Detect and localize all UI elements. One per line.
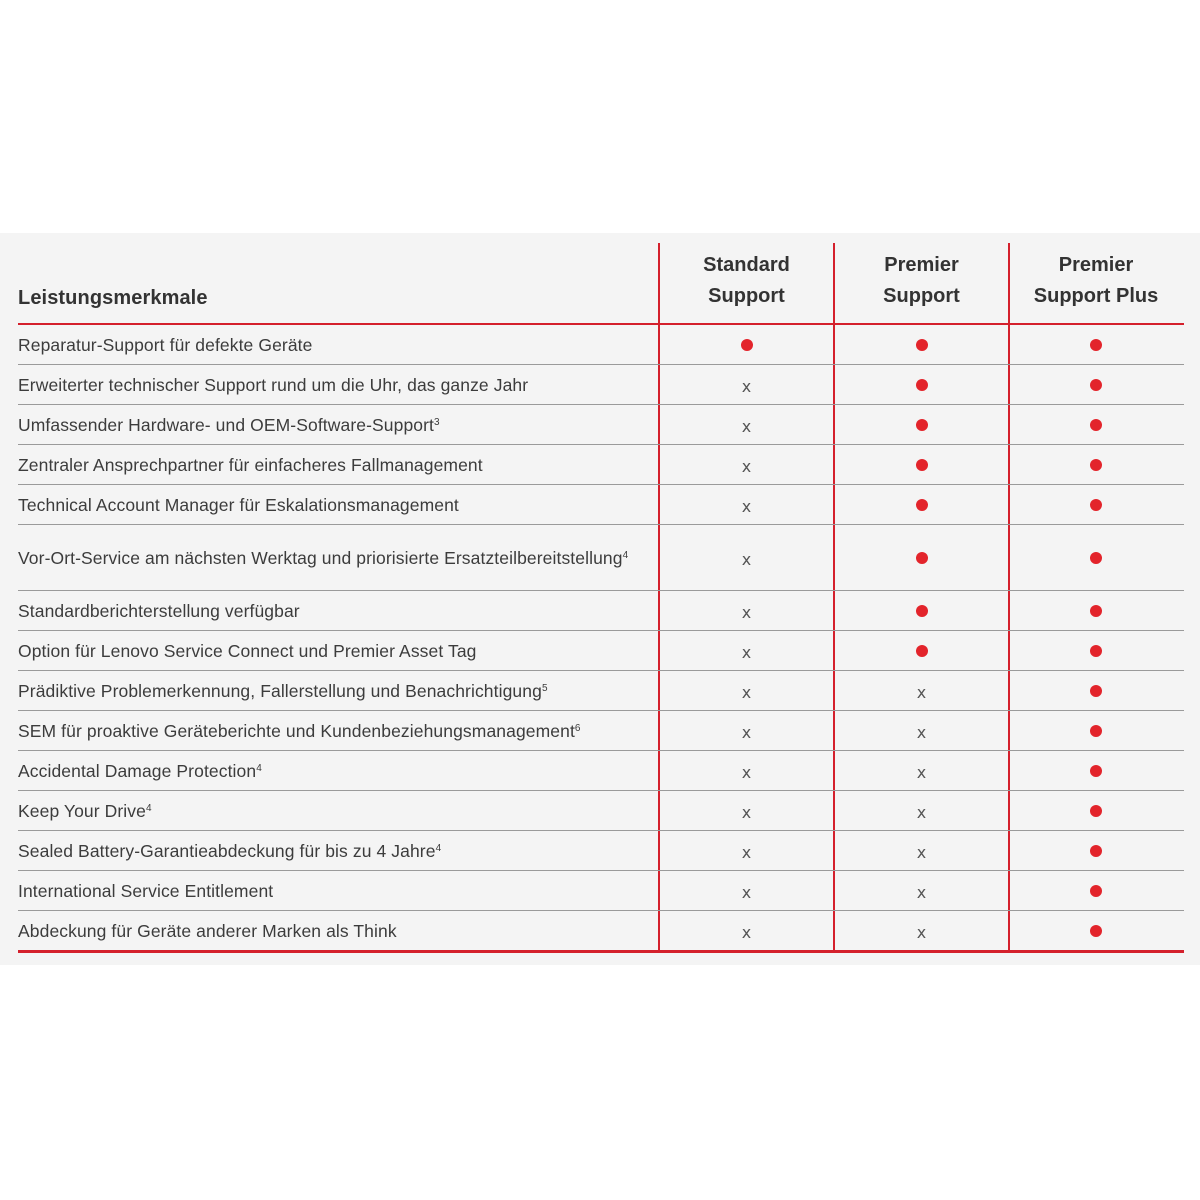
not-included-mark: x xyxy=(916,883,927,902)
feature-label: Standardberichterstellung verfügbar xyxy=(18,600,300,621)
premier-cell xyxy=(833,911,1008,950)
feature-label: Keep Your Drive$^4$ xyxy=(18,800,152,821)
feature-cell xyxy=(18,365,658,404)
feature-label: Vor-Ort-Service am nächsten Werktag und priorisierte Ersatzteilbereitstellung$^4$ xyxy=(18,547,629,568)
not-included-mark: x xyxy=(741,417,752,436)
feature-cell xyxy=(18,405,658,444)
not-included-mark: x xyxy=(916,843,927,862)
included-dot-icon xyxy=(1090,925,1102,937)
premier-cell xyxy=(833,751,1008,790)
included-dot-icon xyxy=(1090,459,1102,471)
premier-plus-cell xyxy=(1008,751,1182,790)
included-dot-icon xyxy=(916,552,928,564)
not-included-mark: x xyxy=(741,603,752,622)
not-included-mark: x xyxy=(741,843,752,862)
premier-plus-cell xyxy=(1008,711,1182,750)
premier-cell xyxy=(833,871,1008,910)
included-dot-icon xyxy=(1090,765,1102,777)
not-included-mark: x xyxy=(916,803,927,822)
standard-cell xyxy=(658,405,833,444)
feature-label: Reparatur-Support für defekte Geräte xyxy=(18,334,313,355)
premier-plus-cell xyxy=(1008,525,1182,590)
feature-label: Zentraler Ansprechpartner für einfacheres Fallmanagement xyxy=(18,454,483,475)
premier-plus-cell xyxy=(1008,671,1182,710)
included-dot-icon xyxy=(1090,845,1102,857)
standard-cell xyxy=(658,671,833,710)
table-row xyxy=(18,631,1184,671)
footnote-marker: 4 xyxy=(622,549,629,561)
included-dot-icon xyxy=(916,645,928,657)
header-line: Support xyxy=(883,285,960,307)
premier-plus-cell xyxy=(1008,911,1182,950)
table-row xyxy=(18,871,1184,911)
footnote-marker: 4 xyxy=(256,762,262,774)
table-row xyxy=(18,405,1184,445)
not-included-mark: x xyxy=(741,550,752,569)
premier-cell xyxy=(833,591,1008,630)
premier-cell xyxy=(833,711,1008,750)
feature-cell xyxy=(18,871,658,910)
not-included-mark: x xyxy=(741,723,752,742)
included-dot-icon xyxy=(1090,552,1102,564)
footnote-marker: 6 xyxy=(574,722,581,734)
footnote-marker: 4 xyxy=(145,802,152,814)
included-dot-icon xyxy=(1090,725,1102,737)
feature-cell xyxy=(18,671,658,710)
not-included-mark: x xyxy=(916,923,927,942)
premier-plus-cell xyxy=(1008,365,1182,404)
premier-plus-cell xyxy=(1008,831,1182,870)
footnote-marker: 4 xyxy=(435,842,442,854)
premier-plus-cell xyxy=(1008,405,1182,444)
premier-plus-cell xyxy=(1008,325,1182,364)
table-header xyxy=(18,243,1184,325)
not-included-mark: x xyxy=(916,683,927,702)
support-comparison-table xyxy=(18,243,1184,953)
standard-cell xyxy=(658,831,833,870)
included-dot-icon xyxy=(1090,499,1102,511)
included-dot-icon xyxy=(916,605,928,617)
premier-cell xyxy=(833,791,1008,830)
feature-cell xyxy=(18,325,658,364)
included-dot-icon xyxy=(916,379,928,391)
premier-support-header xyxy=(833,243,1008,323)
feature-cell xyxy=(18,591,658,630)
premier-cell xyxy=(833,831,1008,870)
not-included-mark: x xyxy=(916,763,927,782)
included-dot-icon xyxy=(1090,885,1102,897)
table-body xyxy=(18,325,1184,953)
feature-label: Accidental Damage Protection$^4$ xyxy=(18,760,262,781)
standard-cell xyxy=(658,871,833,910)
premier-cell xyxy=(833,405,1008,444)
premier-plus-cell xyxy=(1008,871,1182,910)
premier-plus-cell xyxy=(1008,591,1182,630)
premier-cell xyxy=(833,525,1008,590)
included-dot-icon xyxy=(1090,419,1102,431)
included-dot-icon xyxy=(916,499,928,511)
feature-column-header: Leistungsmerkmale xyxy=(18,287,208,309)
not-included-mark: x xyxy=(741,377,752,396)
feature-cell xyxy=(18,831,658,870)
included-dot-icon xyxy=(916,339,928,351)
standard-cell xyxy=(658,525,833,590)
feature-label: Prädiktive Problemerkennung, Fallerstellung und Benachrichtigung$^5$ xyxy=(18,680,548,701)
not-included-mark: x xyxy=(916,723,927,742)
premier-support-plus-header xyxy=(1008,243,1182,323)
premier-plus-cell xyxy=(1008,445,1182,484)
premier-plus-cell xyxy=(1008,791,1182,830)
feature-label: Erweiterter technischer Support rund um die Uhr, das ganze Jahr xyxy=(18,374,529,395)
premier-plus-cell xyxy=(1008,485,1182,524)
premier-cell xyxy=(833,671,1008,710)
table-row xyxy=(18,445,1184,485)
standard-support-header xyxy=(658,243,833,323)
feature-cell xyxy=(18,791,658,830)
header-line: Support Plus xyxy=(1033,285,1159,307)
table-row xyxy=(18,911,1184,953)
standard-cell xyxy=(658,631,833,670)
included-dot-icon xyxy=(1090,605,1102,617)
footnote-marker: 5 xyxy=(541,682,548,694)
included-dot-icon xyxy=(1090,645,1102,657)
standard-cell xyxy=(658,325,833,364)
included-dot-icon xyxy=(916,459,928,471)
standard-cell xyxy=(658,445,833,484)
not-included-mark: x xyxy=(741,497,752,516)
standard-cell xyxy=(658,911,833,950)
not-included-mark: x xyxy=(741,803,752,822)
feature-label: Umfassender Hardware- und OEM-Software-Support$^3$ xyxy=(18,414,440,435)
table-row xyxy=(18,591,1184,631)
feature-cell xyxy=(18,445,658,484)
premier-plus-cell xyxy=(1008,631,1182,670)
standard-cell xyxy=(658,791,833,830)
feature-label: Sealed Battery-Garantieabdeckung für bis zu 4 Jahre$^4$ xyxy=(18,840,442,861)
included-dot-icon xyxy=(1090,805,1102,817)
standard-cell xyxy=(658,711,833,750)
not-included-mark: x xyxy=(741,457,752,476)
feature-cell xyxy=(18,751,658,790)
standard-cell xyxy=(658,751,833,790)
feature-label: Technical Account Manager für Eskalationsmanagement xyxy=(18,494,459,515)
not-included-mark: x xyxy=(741,763,752,782)
included-dot-icon xyxy=(916,419,928,431)
table-row xyxy=(18,671,1184,711)
premier-cell xyxy=(833,365,1008,404)
table-row xyxy=(18,485,1184,525)
premier-cell xyxy=(833,485,1008,524)
premier-cell xyxy=(833,325,1008,364)
feature-label: Abdeckung für Geräte anderer Marken als Think xyxy=(18,920,397,941)
table-row xyxy=(18,711,1184,751)
included-dot-icon xyxy=(1090,339,1102,351)
feature-cell xyxy=(18,485,658,524)
feature-cell xyxy=(18,631,658,670)
table-row xyxy=(18,365,1184,405)
not-included-mark: x xyxy=(741,923,752,942)
table-row xyxy=(18,325,1184,365)
standard-cell xyxy=(658,591,833,630)
feature-cell xyxy=(18,711,658,750)
table-row xyxy=(18,525,1184,591)
not-included-mark: x xyxy=(741,683,752,702)
premier-cell xyxy=(833,631,1008,670)
included-dot-icon xyxy=(741,339,753,351)
header-line: Premier xyxy=(884,254,959,276)
feature-label: SEM für proaktive Geräteberichte und Kundenbeziehungsmanagement$^6$ xyxy=(18,720,581,741)
table-row xyxy=(18,791,1184,831)
standard-cell xyxy=(658,485,833,524)
included-dot-icon xyxy=(1090,685,1102,697)
standard-cell xyxy=(658,365,833,404)
header-line: Support xyxy=(708,285,785,307)
included-dot-icon xyxy=(1090,379,1102,391)
table-row xyxy=(18,831,1184,871)
feature-label: International Service Entitlement xyxy=(18,880,274,901)
feature-cell xyxy=(18,911,658,950)
table-row xyxy=(18,751,1184,791)
feature-label: Option für Lenovo Service Connect und Premier Asset Tag xyxy=(18,640,477,661)
header-line: Standard xyxy=(703,254,790,276)
not-included-mark: x xyxy=(741,643,752,662)
feature-cell xyxy=(18,525,658,590)
header-line: Premier xyxy=(1058,254,1134,276)
footnote-marker: 3 xyxy=(434,416,440,428)
premier-cell xyxy=(833,445,1008,484)
not-included-mark: x xyxy=(741,883,752,902)
